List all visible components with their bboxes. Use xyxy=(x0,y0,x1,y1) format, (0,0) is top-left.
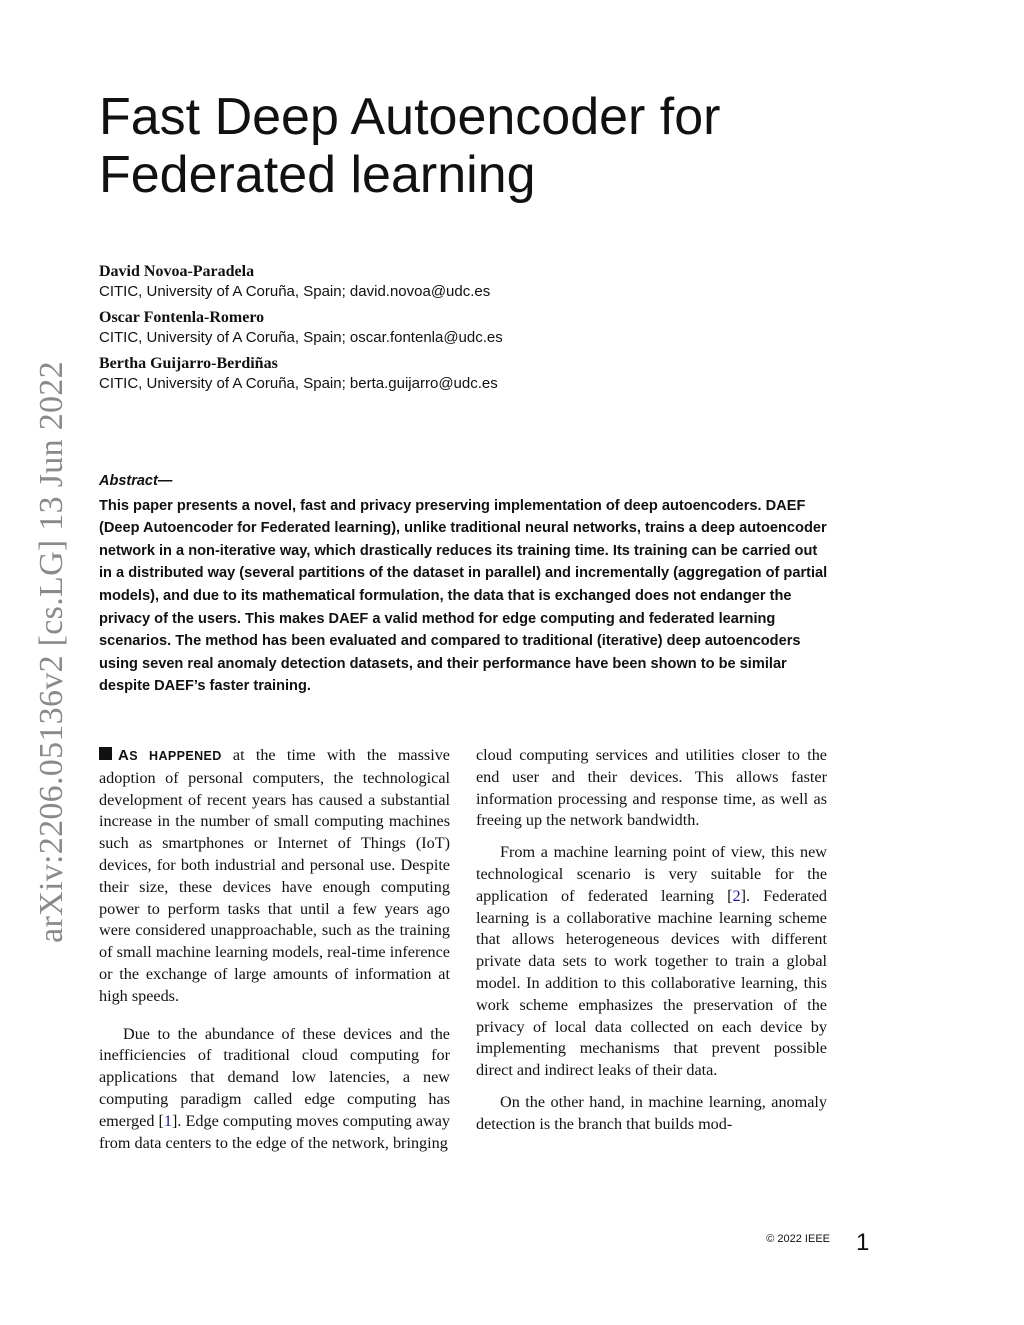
lead-in-first-letter: A xyxy=(118,747,130,764)
paragraph-text: at the time with the massive adoption of personal computers, the technological development of recent years has caused a substantial increase in the number of small computing machines such as smartphones or Internet of Things (IoT) devices, for both industrial and personal use. Despite their size, these devices have enough computing power to perform tasks that until a few years ago were considered unapproachable, such as the training of small machine learning models, real-time inference or the exchange of large amounts of information at high speeds. xyxy=(99,746,450,1005)
body-column-right xyxy=(476,745,827,1146)
paragraph-text: From a machine learning point of view, this new technological scenario is very suitable for the application of federated learning [ xyxy=(476,843,827,905)
author-entry xyxy=(99,308,859,348)
author-entry xyxy=(99,354,859,394)
body-paragraph-continued: cloud computing services and utilities closer to the end user and their devices. This allows faster information processing and response time, as well as freeing up the network bandwidth. xyxy=(476,746,827,830)
page-number: 1 xyxy=(856,1229,870,1256)
author-name: David Novoa-Paradela xyxy=(99,263,255,280)
paragraph-text: ]. Edge computing moves computing away from data centers to the edge of the network, bringing xyxy=(99,1111,450,1152)
paragraph-text: Due to the abundance of these devices and the inefficiencies of traditional cloud computing for applications that demand low latencies, a new computing paradigm called edge computing has emerged [ xyxy=(99,1024,450,1130)
arxiv-sidebar-identifier: arXiv:2206.05136v2 [cs.LG] 13 Jun 2022 xyxy=(33,361,70,943)
lead-in-small-caps: S HAPPENED xyxy=(129,749,222,763)
citation-link[interactable]: 2 xyxy=(732,886,741,905)
abstract-section xyxy=(99,470,829,698)
body-paragraph xyxy=(476,842,827,1082)
paragraph-text: ]. Federated learning is a collaborative machine learning scheme that allows heterogeneous devices with different private data sets to work together to train a global model. In addition to this collaborative learning, this work scheme emphasizes the preservation of the privacy of local data collected on each device by implementing mechanisms that prevent possible direct and indirect leaks of their data. xyxy=(476,886,827,1080)
body-column-left xyxy=(99,745,450,1164)
author-affiliation: CITIC, University of A Coruña, Spain; oscar.fontenla@udc.es xyxy=(99,329,503,346)
intro-paragraph xyxy=(99,745,450,1008)
abstract-text: This paper presents a novel, fast and privacy preserving implementation of deep autoencoders. DAEF (Deep Autoencoder for Federated learning), unlike traditional neural networks, trains a deep autoencoder network in a non-iterative way, which drastically reduces its training time. Its training can be carried out in a distributed way (several partitions of the dataset in parallel) and incrementally (aggregation of partial models), and due to its mathematical formulation, the data that is exchanged does not endanger the privacy of the users. This makes DAEF a valid method for edge computing and federated learning scenarios. The method has been evaluated and compared to traditional (iterative) deep autoencoders using seven real anomaly detection datasets, and their performance have been shown to be similar despite DAEF’s faster training. xyxy=(99,497,828,695)
author-name: Oscar Fontenla-Romero xyxy=(99,309,265,326)
author-entry xyxy=(99,262,859,302)
author-name: Bertha Guijarro-Berdiñas xyxy=(99,355,278,372)
author-affiliation: CITIC, University of A Coruña, Spain; david.novoa@udc.es xyxy=(99,283,491,300)
author-list xyxy=(99,262,859,400)
body-paragraph xyxy=(99,1024,450,1155)
copyright-notice: © 2022 IEEE xyxy=(766,1233,830,1245)
abstract-label: Abstract— xyxy=(99,473,173,489)
paper-title: Fast Deep Autoencoder for Federated learning xyxy=(99,88,721,204)
author-affiliation: CITIC, University of A Coruña, Spain; berta.guijarro@udc.es xyxy=(99,375,498,392)
section-start-square-icon xyxy=(99,747,112,760)
citation-link[interactable]: 1 xyxy=(163,1111,172,1130)
body-paragraph: On the other hand, in machine learning, anomaly detection is the branch that builds mod- xyxy=(476,1092,827,1133)
lead-in-text xyxy=(118,747,222,764)
